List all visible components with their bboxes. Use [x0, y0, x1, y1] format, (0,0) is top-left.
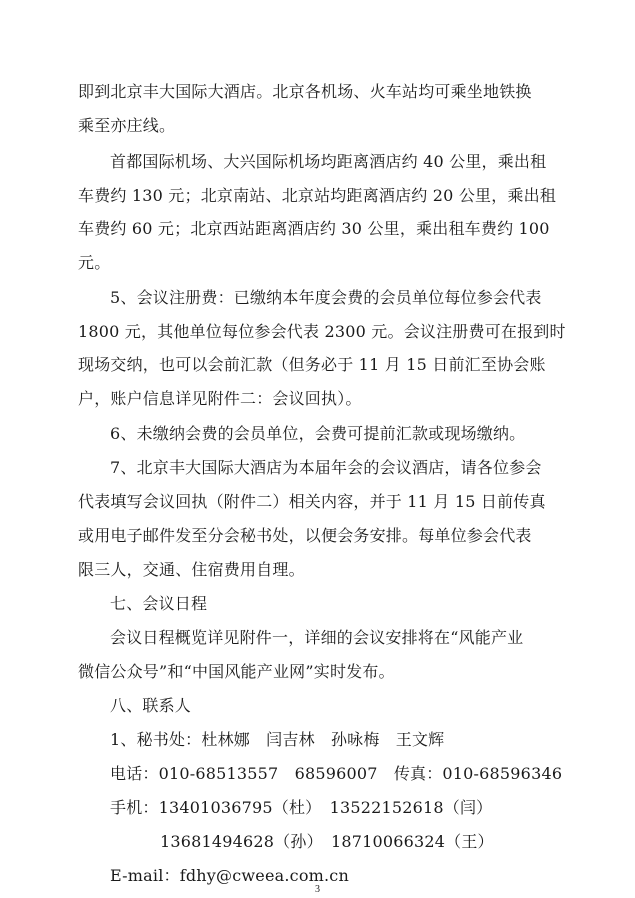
paragraph-line: 7、北京丰大国际大酒店为本届年会的会议酒店，请各位参会 [110, 458, 542, 477]
phone-line: 电话：010-68513557 68596007 传真：010-68596346 [110, 764, 563, 783]
section-heading: 八、联系人 [110, 696, 192, 715]
paragraph-line: 车费约 130 元；北京南站、北京站均距离酒店约 20 公里，乘出租 [78, 186, 557, 205]
paragraph-line: 现场交纳，也可以会前汇款（但务必于 11 月 15 日前汇至协会账 [78, 355, 546, 374]
paragraph-line: 微信公众号”和“中国风能产业网”实时发布。 [78, 662, 395, 681]
mobile-line: 13681494628（孙） 18710066324（王） [160, 832, 494, 851]
paragraph-line: 乘至亦庄线。 [78, 116, 176, 135]
paragraph-line: 代表填写会议回执（附件二）相关内容，并于 11 月 15 日前传真 [78, 492, 546, 511]
paragraph-line: 1800 元，其他单位每位参会代表 2300 元。会议注册费可在报到时 [78, 322, 566, 341]
paragraph-line: 户，账户信息详见附件二：会议回执）。 [78, 389, 362, 408]
mobile-line: 手机：13401036795（杜） 13522152618（闫） [110, 798, 493, 817]
paragraph-line: 车费约 60 元；北京西站距离酒店约 30 公里，乘出租车费约 100 [78, 219, 550, 238]
paragraph-line: 或用电子邮件发至分会秘书处，以便会务安排。每单位参会代表 [78, 526, 532, 545]
paragraph-line: 限三人，交通、住宿费用自理。 [78, 560, 305, 579]
paragraph-line: 首都国际机场、大兴国际机场均距离酒店约 40 公里，乘出租 [110, 152, 547, 171]
paragraph-line: 会议日程概览详见附件一，详细的会议安排将在“风能产业 [110, 628, 524, 647]
section-heading: 七、会议日程 [110, 594, 208, 613]
paragraph-line: 元。 [78, 253, 111, 272]
paragraph-line: 6、未缴纳会费的会员单位，会费可提前汇款或现场缴纳。 [110, 424, 526, 443]
paragraph-line: 5、会议注册费：已缴纳本年度会费的会员单位每位参会代表 [110, 288, 542, 307]
page-number: 3 [315, 884, 320, 895]
contact-line: 1、秘书处：杜林娜 闫吉林 孙咏梅 王文辉 [110, 730, 445, 749]
email-line: E-mail：fdhy@cweea.com.cn [110, 866, 349, 885]
paragraph-line: 即到北京丰大国际大酒店。北京各机场、火车站均可乘坐地铁换 [78, 82, 532, 101]
